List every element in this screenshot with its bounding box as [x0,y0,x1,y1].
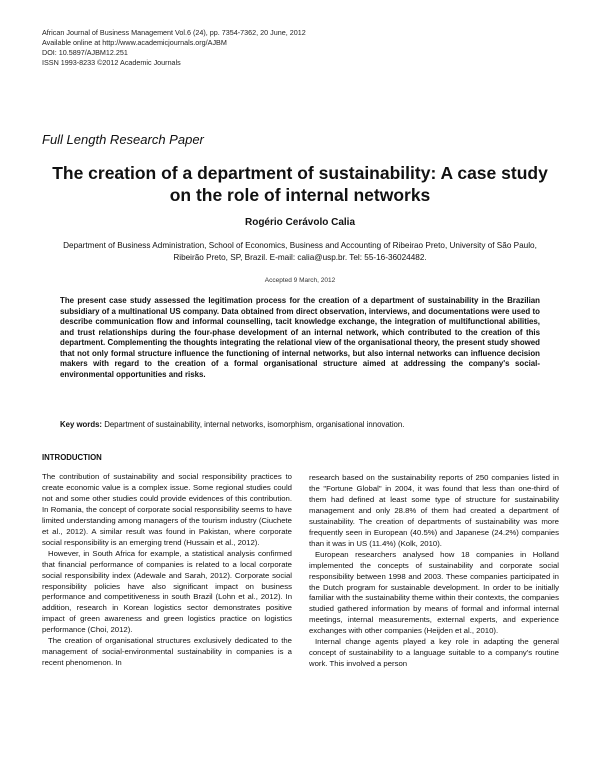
section-heading-introduction: INTRODUCTION [42,453,102,462]
journal-citation: African Journal of Business Management Vol.6 (24), pp. 7354-7362, 20 June, 2012 [42,28,306,37]
keywords-label: Key words: [60,420,103,429]
paper-type: Full Length Research Paper [42,132,204,147]
body-column-left [42,472,292,669]
paragraph: research based on the sustainability reports of 250 companies listed in the "Fortune Global" in 2004, it was found that less than one-third of them had defined at least some type of structure for sustainability management and only 28.8% of them had created a department of sustainability. The creation of departments of sustainability was more frequently seen in European (40.5%) and Japanese (24.2%) companies than it was in US (11.4%) (Kolk, 2010). [309,473,559,548]
issn: ISSN 1993-8233 ©2012 Academic Journals [42,58,181,67]
paragraph: However, in South Africa for example, a statistical analysis confirmed that financial performance of companies is related to a local corporate social responsibility index (Adewale and Sarah, 2012). Corporate social responsibility policies have also significant impact on business performance and competitiveness in south Brazil (Lohn et al., 2012). In addition, research in Korean logistics sector demonstrates positive impact of green awareness and green logistics practice on logistics performance (Choi, 2012). [42,548,292,635]
doi: DOI: 10.5897/AJBM12.251 [42,48,128,57]
author-name: Rogério Cerávolo Calia [244,217,356,228]
available-online: Available online at http://www.academicjournals.org/AJBM [42,38,227,47]
paper-title: The creation of a department of sustainability: A case study on the role of internal networks [52,163,548,205]
paragraph: Internal change agents played a key role in adapting the general concept of sustainability to a language suitable to a company's routine work. This involved a person [309,637,559,669]
author-affiliation: Department of Business Administration, School of Economics, Business and Accounting of Ribeirao Preto, University of São Paulo, Ribeirão Preto, SP, Brazil. E-mail: calia@usp.br. Tel: 55-16-36024482. [63,241,537,262]
keywords-text: Department of sustainability, internal networks, isomorphism, organisational innovation. [104,420,405,429]
paragraph: The contribution of sustainability and social responsibility practices to create economic value is a complex issue. Some regional studies could not and some other studies could provide evidences of this contribution. In Romania, the concept of corporate social responsibility seems to have limited understanding among managers of the tourism industry (Ciuchete et al., 2012). A similar result was found in Pakistan, where corporate social responsibility is an emerging trend (Hussain et al., 2012). [42,472,292,547]
keywords [60,420,540,430]
paragraph: European researchers analysed how 18 companies in Holland implemented the concepts of sustainability and corporate social responsibility between 1998 and 2003. These companies participated in the Dutch program for sustainable development. In order to be initially familiar with the sustainability theme within their contexts, the companies studied gathered information by means of formal and informal internal meetings, internal measurements, external experts, and experience exchanges with other companies (Heijden et al., 2010). [309,549,559,636]
accepted-date: Accepted 9 March, 2012 [264,277,336,284]
body-column-right [309,473,559,670]
journal-header [42,28,562,68]
abstract: The present case study assessed the legitimation process for the creation of a department of sustainability in the Brazilian subsidiary of a multinational US company. Data obtained from direct observation, interviews, and documentations were used to describe communication flow and informal counselling, tacit knowledge exchange, the integration of multifunctional abilities, and trust relationships during the four-phase development of an internal network, which contributed to the creation of this department. Complementing the thoughts integrating the relational view of the organisational theory, the present study showed that not only formal structure influence the functioning of internal networks, but also internal networks can influence decision makers with regard to the creation of a formal organisational structure aimed at addressing the company's social-environmental opportunities and risks. [60,296,540,379]
paragraph: The creation of organisational structures exclusively dedicated to the management of social-environmental sustainability in companies is a recent phenomenon. In [42,636,292,668]
